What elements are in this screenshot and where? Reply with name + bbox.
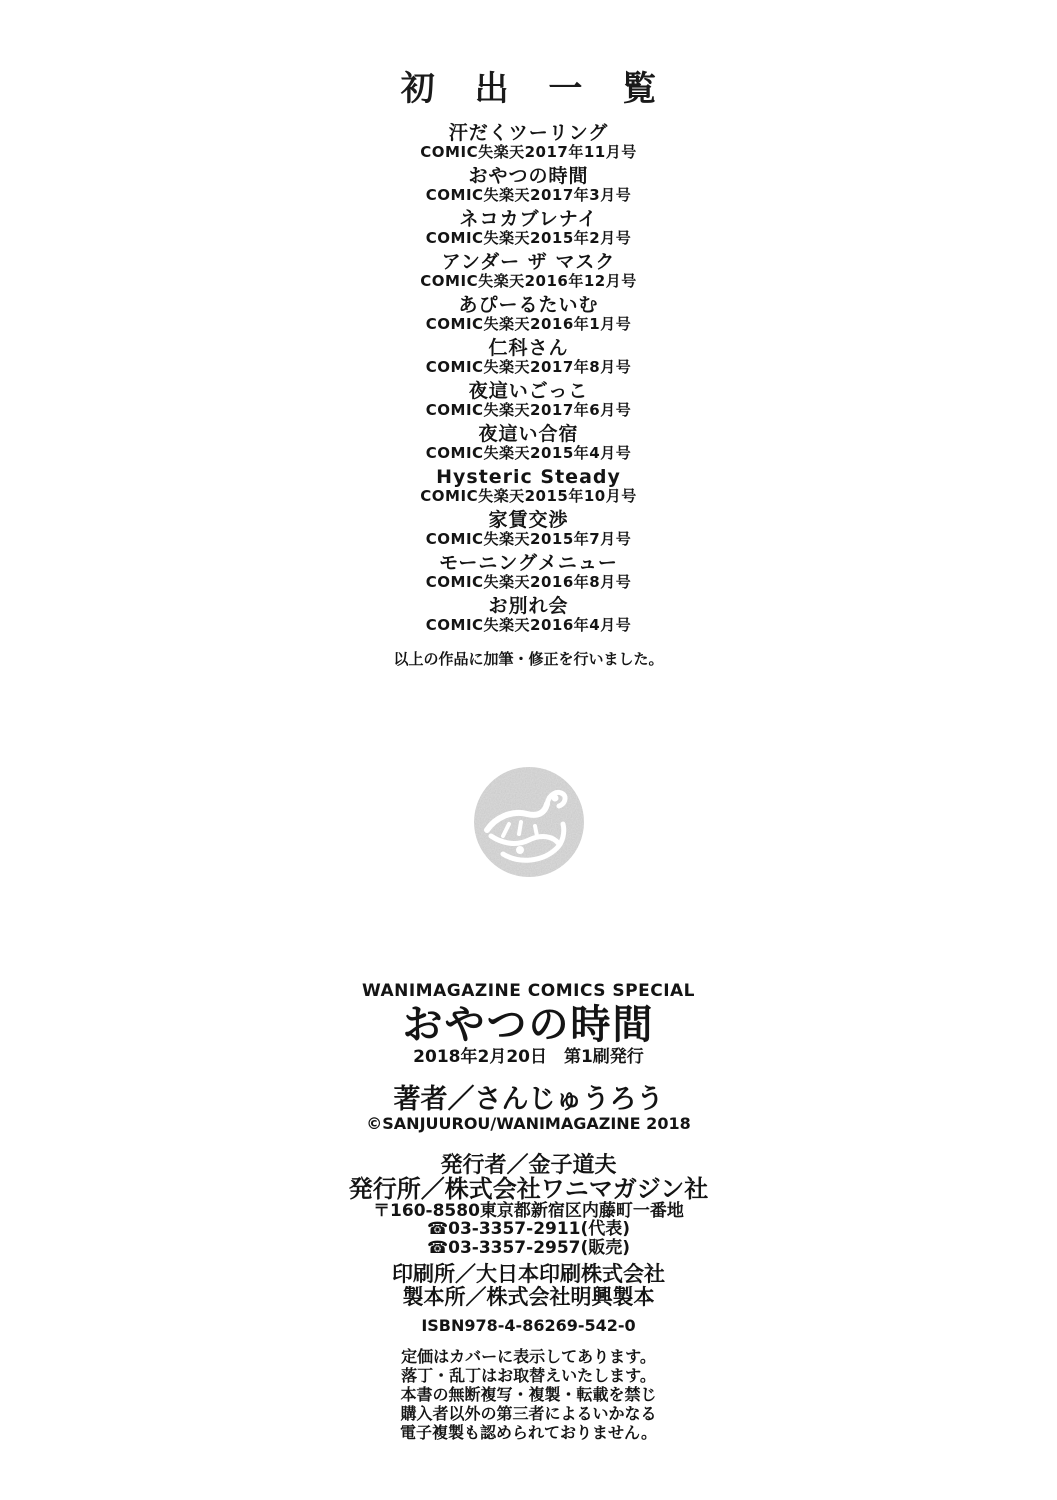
list-item: [420, 337, 636, 376]
list-item: [420, 423, 636, 462]
legal-notice-block: [400, 1347, 657, 1442]
work-source: COMIC失楽天2017年3月号: [425, 186, 632, 204]
list-item: [420, 466, 636, 505]
work-source: COMIC失楽天2016年1月号: [425, 315, 632, 333]
work-title: 夜這い合宿: [478, 423, 579, 445]
work-title: Hysteric Steady: [436, 466, 621, 488]
wanimagazine-crocodile-logo-icon: [473, 766, 585, 878]
work-source: COMIC失楽天2016年8月号: [425, 573, 632, 591]
list-item: [420, 509, 636, 548]
isbn-line: ISBN978-4-86269-542-0: [421, 1316, 636, 1335]
work-title: ネコカブレナイ: [459, 208, 598, 230]
work-source: COMIC失楽天2016年4月号: [425, 616, 632, 634]
list-item: [420, 595, 636, 634]
list-item: [420, 165, 636, 204]
notice-line: 電子複製も認められておりません。: [400, 1423, 657, 1442]
page-title: 初 出 一 覧: [400, 69, 671, 109]
printer-line: 印刷所／大日本印刷株式会社: [392, 1262, 665, 1286]
notice-line: 落丁・乱丁はお取替えいたします。: [401, 1366, 656, 1385]
list-item: [420, 380, 636, 419]
publisher-company-line: 発行所／株式会社ワニマガジン社: [348, 1175, 709, 1203]
notice-line: 本書の無断複写・複製・転載を禁じ: [400, 1385, 657, 1404]
work-source: COMIC失楽天2015年2月号: [425, 229, 632, 247]
binder-line: 製本所／株式会社明興製本: [402, 1285, 655, 1309]
work-source: COMIC失楽天2015年10月号: [420, 487, 637, 505]
list-item: [420, 122, 636, 161]
work-source: COMIC失楽天2017年11月号: [420, 143, 637, 161]
work-title: 家賃交渉: [488, 509, 569, 531]
work-source: COMIC失楽天2016年12月号: [420, 272, 637, 290]
author-line: 著者／さんじゅうろう: [393, 1084, 664, 1115]
notice-line: 定価はカバーに表示してあります。: [401, 1347, 656, 1366]
copyright-line: ©SANJUUROU/WANIMAGAZINE 2018: [366, 1114, 691, 1133]
work-title: 夜這いごっこ: [468, 380, 589, 402]
work-title: モーニングメニュー: [439, 552, 618, 574]
work-source: COMIC失楽天2017年8月号: [425, 358, 632, 376]
work-title: お別れ会: [488, 595, 569, 617]
publisher-person-line: 発行者／金子道夫: [440, 1153, 617, 1178]
work-title: 仁科さん: [488, 337, 569, 359]
phone-main-line: ☎03-3357-2911(代表): [426, 1219, 631, 1239]
phone-sales-line: ☎03-3357-2957(販売): [426, 1238, 631, 1258]
list-item: [420, 294, 636, 333]
list-item: [420, 208, 636, 247]
work-title: おやつの時間: [468, 165, 589, 187]
work-source: COMIC失楽天2015年7月号: [425, 530, 632, 548]
publisher-address-line: 〒160-8580東京都新宿区内藤町一番地: [373, 1201, 684, 1221]
revision-note: 以上の作品に加筆・修正を行いました。: [393, 650, 664, 668]
book-title: おやつの時間: [402, 1002, 655, 1048]
work-source: COMIC失楽天2017年6月号: [425, 401, 632, 419]
list-item: [420, 251, 636, 290]
work-title: あぴーるたいむ: [458, 294, 599, 316]
work-title: 汗だくツーリング: [448, 122, 609, 144]
print-date: 2018年2月20日 第1刷発行: [413, 1047, 644, 1067]
work-title: アンダー ザ マスク: [441, 251, 616, 273]
imprint-series-label: WANIMAGAZINE COMICS SPECIAL: [361, 981, 696, 1001]
work-source: COMIC失楽天2015年4月号: [425, 444, 632, 462]
publication-list: [420, 122, 636, 638]
notice-line: 購入者以外の第三者によるいかなる: [400, 1404, 657, 1423]
list-item: [420, 552, 636, 591]
